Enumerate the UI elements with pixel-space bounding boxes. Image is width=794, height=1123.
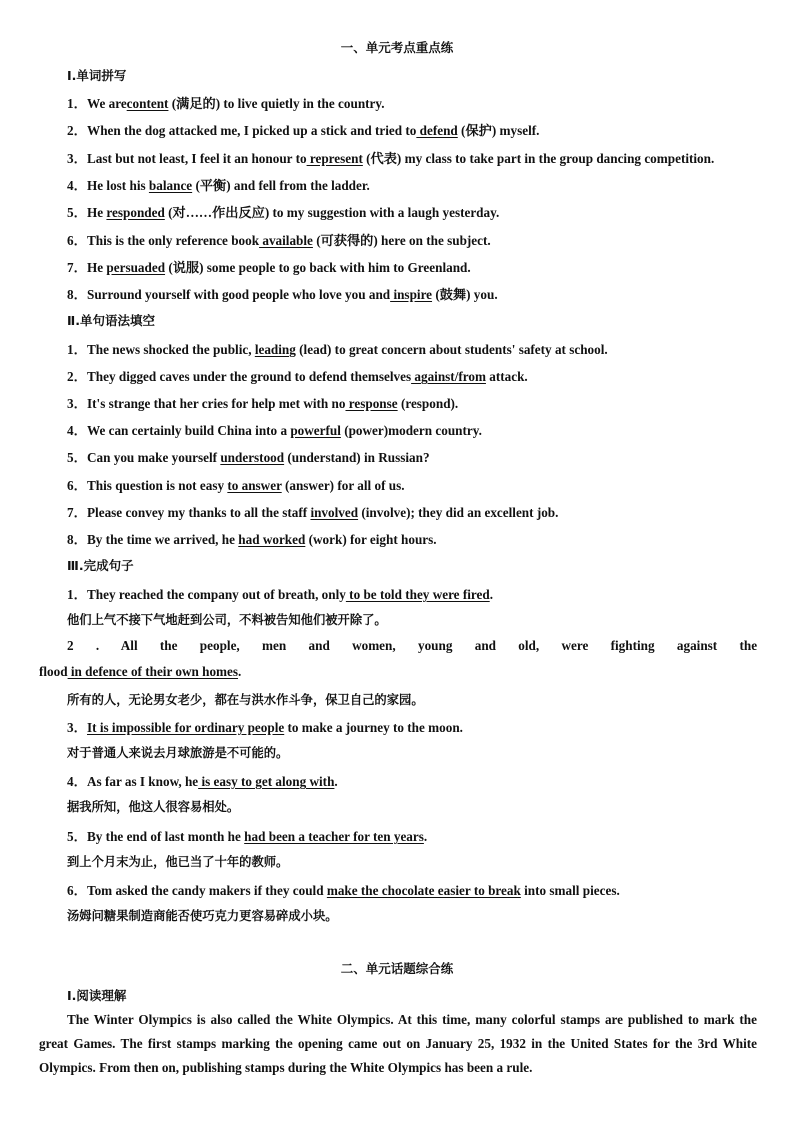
answer-blank: make the chocolate easier to break [326, 883, 521, 898]
item-text: (lead) to great concern about students' safety at school. [295, 342, 608, 357]
item-text: He [87, 259, 107, 275]
exercise-item [67, 339, 608, 358]
part3-item-6: 6．Tom asked the candy makers if they could make the chocolate easier to break into small pieces. [67, 883, 620, 898]
item-text: (鼓舞) you. [432, 287, 498, 303]
item-text: (代表) my class to take part in the group dancing competition. [362, 150, 715, 166]
answer-blank: inspire [390, 287, 433, 303]
item-number: 4． [67, 423, 87, 439]
item-text: (对……作出反应) to my suggestion with a laugh yesterday. [164, 205, 500, 221]
part3-item-2-continued: flood in defence of their own homes. [39, 664, 242, 679]
item-text: attack. [485, 369, 528, 385]
item-number: 4． [67, 177, 87, 193]
exercise-item [67, 475, 405, 494]
answer-blank: against/from [411, 369, 486, 385]
part1-heading: Ⅰ.单词拼写 [67, 68, 127, 83]
answer-blank: responded [106, 205, 165, 221]
item-number: 7． [67, 259, 87, 275]
item-text: (平衡) and fell from the ladder. [192, 177, 370, 193]
item-number: 3． [67, 150, 87, 166]
exercise-item [67, 175, 370, 194]
item-text: They digged caves under the ground to defend themselves [87, 369, 412, 385]
answer-blank: had worked [238, 531, 306, 547]
item-text: He lost his [87, 177, 149, 193]
item-number: 7． [67, 504, 87, 520]
part3-item-5-translation: 到上个月末为止，他已当了十年的教师。 [67, 855, 289, 869]
item-text: The news shocked the public, [87, 342, 255, 357]
item-text: He [87, 205, 107, 221]
answer-blank: had been a teacher for ten years [244, 829, 424, 844]
item-text: (work) for eight hours. [305, 531, 437, 547]
item-number: 1． [67, 96, 87, 111]
answer-blank: represent [306, 150, 363, 166]
part2-heading: Ⅱ.单句语法填空 [67, 313, 155, 328]
answer-blank: powerful [290, 423, 341, 439]
exercise-item [67, 366, 528, 385]
item-number: 8． [67, 531, 87, 547]
exercise-item [67, 529, 437, 548]
part3-item-1: 1．They reached the company out of breath, only to be told they were fired. [67, 587, 493, 602]
part3-item-2: 2 . All the people, men and women, young and old, were fighting against the [67, 638, 758, 653]
exercise-item [67, 93, 385, 112]
item-text: By the time we arrived, he [87, 531, 239, 547]
part3-item-5: 5．By the end of last month he had been a teacher for ten years. [67, 829, 428, 844]
item-text: (保护) myself. [457, 123, 540, 139]
answer-blank: is easy to get along with [198, 774, 335, 789]
exercise-item [67, 393, 458, 412]
answer-blank: available [259, 232, 313, 248]
item-text: Last but not least, I feel it an honour to [87, 150, 307, 166]
item-number: 6． [67, 232, 87, 248]
answer-blank: content [126, 96, 169, 111]
answer-blank: leading [254, 342, 296, 357]
item-text: (满足的) to live quietly in the country. [168, 96, 385, 111]
exercise-item [67, 148, 714, 167]
item-text: This question is not easy [87, 477, 228, 493]
answer-blank: It is impossible for ordinary people [87, 720, 285, 735]
item-text: Please convey my thanks to all the staff [87, 504, 311, 520]
item-text: Surround yourself with good people who love you and [87, 287, 391, 303]
part3-item-1-translation: 他们上气不接下气地赶到公司，不料被告知他们被开除了。 [67, 613, 387, 627]
exercise-item [67, 230, 491, 249]
answer-blank: in defence of their own homes [67, 664, 239, 679]
exercise-item [67, 502, 558, 521]
part3-item-6-translation: 汤姆问糖果制造商能否使巧克力更容易碎成小块。 [67, 909, 338, 923]
part3-item-4: 4．As far as I know, he is easy to get along with. [67, 774, 338, 789]
answer-blank: understood [220, 450, 285, 466]
item-number: 1． [67, 342, 87, 357]
reading-paragraph: The Winter Olympics is also called the White Olympics. At this time, many colorful stamps are published to mark the great Games. The first stamps marking the opening came out on January 25, 1932 in the United States for the 3rd White Olympics. From then on, publishing stamps during the White Olympics has been a rule. [39, 1012, 757, 1075]
section1-title: 一、单元考点重点练 [340, 40, 454, 55]
answer-blank: response [345, 396, 398, 412]
exercise-item [67, 202, 499, 221]
item-text: We are [87, 96, 127, 111]
exercise-item [67, 447, 430, 466]
part3-item-3: 3．It is impossible for ordinary people to make a journey to the moon. [67, 720, 463, 735]
exercise-item [67, 284, 498, 303]
item-number: 8． [67, 287, 87, 303]
item-number: 5． [67, 450, 87, 466]
part3-item-3-translation: 对于普通人来说去月球旅游是不可能的。 [67, 746, 289, 760]
answer-blank: to answer [227, 477, 282, 493]
answer-blank: to be told they were fired [345, 587, 490, 602]
answer-blank: defend [416, 123, 458, 139]
item-text: (respond). [397, 396, 459, 412]
item-text: (可获得的) here on the subject. [312, 232, 491, 248]
item-text: This is the only reference book [87, 232, 260, 248]
answer-blank: persuaded [106, 259, 166, 275]
item-text: It's strange that her cries for help met with no [87, 396, 346, 412]
item-text: (说服) some people to go back with him to Greenland. [165, 259, 471, 275]
item-text: (understand) in Russian? [284, 450, 430, 466]
item-text: When the dog attacked me, I picked up a stick and tried to [87, 123, 417, 139]
item-number: 5． [67, 205, 87, 221]
answer-blank: involved [310, 504, 359, 520]
item-text: Can you make yourself [87, 450, 221, 466]
answer-blank: balance [148, 177, 193, 193]
item-text: (power)modern country. [340, 423, 482, 439]
part3-item-2-translation: 所有的人，无论男女老少，都在与洪水作斗争，保卫自己的家园。 [67, 693, 424, 707]
exercise-item [67, 257, 471, 276]
item-number: 3． [67, 396, 87, 412]
item-text: We can certainly build China into a [87, 423, 291, 439]
exercise-item [67, 120, 539, 139]
section2-title: 二、单元话题综合练 [340, 961, 454, 976]
part3-item-4-translation: 据我所知，他这人很容易相处。 [67, 800, 240, 814]
part3-heading: Ⅲ.完成句子 [67, 558, 134, 573]
item-number: 6． [67, 477, 87, 493]
item-text: (answer) for all of us. [281, 477, 405, 493]
item-text: (involve); they did an excellent job. [358, 504, 559, 520]
reading-heading: Ⅰ.阅读理解 [67, 988, 127, 1003]
exercise-item [67, 420, 482, 439]
item-number: 2． [67, 123, 87, 139]
item-number: 2． [67, 369, 87, 385]
